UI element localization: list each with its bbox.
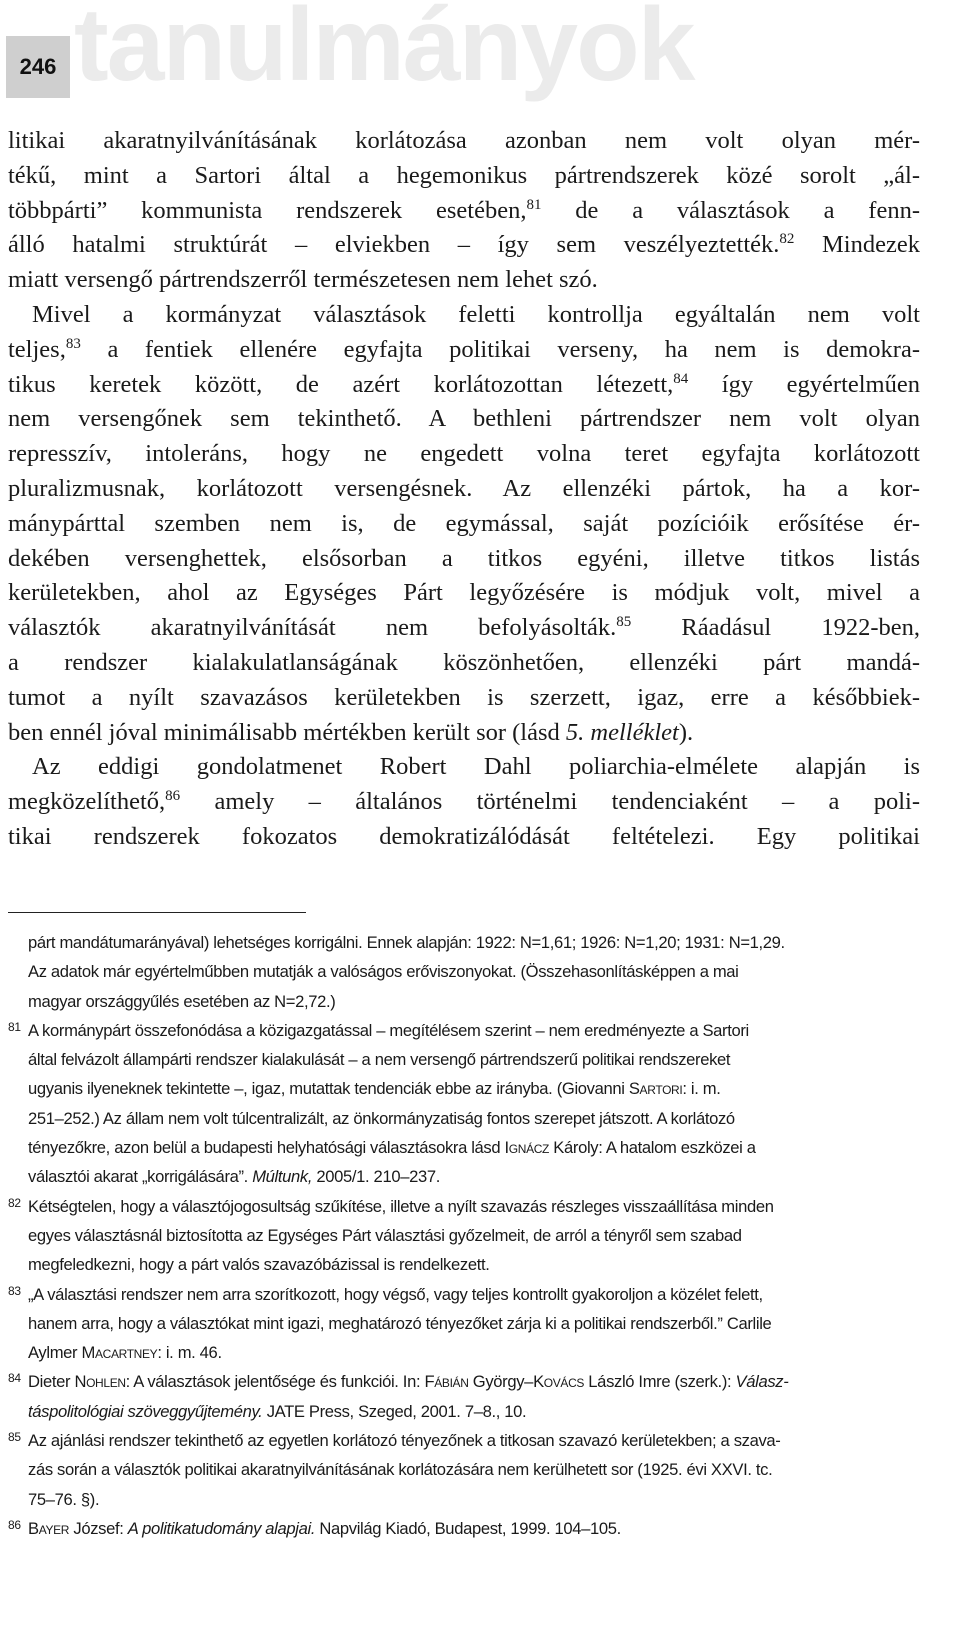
text-run: JATE Press, Szeged, 2001. 7–8., 10.: [262, 1401, 527, 1421]
text-run: Napvilág Kiadó, Budapest, 1999. 104–105.: [315, 1518, 621, 1538]
appendix-ref: 5. melléklet: [565, 718, 679, 746]
text-run: ugyanis ilyeneknek tekintette –, igaz, mutattak tendenciák ebbe az irányba. (Giovanni: [28, 1079, 629, 1099]
text-run: teljes,: [8, 335, 66, 363]
footnote-number: 86: [8, 1517, 21, 1532]
text-run: : A választások jelentősége és funkciói. In:: [125, 1372, 425, 1392]
footnote-line: „A választási rendszer nem arra szorítkozott, hogy végső, vagy teljes kontrollt gyakoroljon a közélet felett,: [28, 1284, 763, 1304]
author-name: Kovács: [533, 1372, 585, 1392]
text-run: a fentiek ellenére egyfajta politikai verseny, ha nem is demokra-: [80, 335, 920, 363]
footnote-line: által felvázolt állampárti rendszer kialakulását – a nem versengő pártrendszerű politikai rendszereket: [28, 1050, 731, 1070]
text-run: álló hatalmi struktúrát – elviekben – így sem veszélyeztették.: [8, 231, 780, 259]
footnote-line: [28, 1514, 920, 1543]
text-line: miatt versengő pártrendszerről természetesen nem lehet szó.: [8, 266, 598, 294]
text-line: litikai akaratnyilvánításának korlátozása azonban nem volt olyan mér-: [8, 127, 920, 154]
text-run: Dieter: [28, 1372, 75, 1392]
text-run: József:: [69, 1518, 128, 1538]
footnote-ref-82[interactable]: 82: [779, 231, 795, 248]
text-run: választók akaratnyilvánítását nem befolyásolták.: [8, 614, 617, 642]
footnote-line: 251–252.) Az állam nem volt túlcentralizált, az önkormányzatiság fontos szerepet játszott. A korlátozó: [28, 1108, 735, 1128]
author-name: Bayer: [28, 1518, 70, 1538]
footnote-separator: [8, 912, 306, 913]
text-run: választói akarat „korrigálására”.: [28, 1167, 253, 1187]
paragraph-1: [8, 124, 920, 298]
footnote-number: 82: [8, 1195, 21, 1210]
footnote-line: egyes választásnál biztosította az Egységes Párt választási győzelmeit, de arról a tényről sem szabad: [28, 1225, 742, 1245]
text-run: : i. m. 46.: [157, 1343, 222, 1363]
paragraph-3: [8, 750, 920, 854]
section-title-watermark: tanulmányok: [74, 0, 694, 103]
text-run: ).: [678, 718, 694, 746]
text-run: többpárti” kommunista rendszerek esetében,: [8, 196, 527, 224]
footnote-ref-85[interactable]: 85: [616, 614, 632, 631]
footnotes: [8, 928, 920, 1543]
footnote-number: 83: [8, 1283, 21, 1298]
footnote-86: [8, 1514, 920, 1543]
text-line: Mivel a kormányzat választások feletti kontrollja egyáltalán nem volt: [32, 300, 920, 328]
paragraph-2: [8, 298, 920, 750]
footnote-81: [8, 1016, 920, 1192]
text-line: nem versengőnek sem tekinthető. A bethleni pártrendszer nem volt olyan: [8, 405, 920, 433]
text-run: Mindezek: [794, 231, 920, 259]
text-run: Aylmer: [28, 1343, 82, 1363]
text-line: kerületekben, ahol az Egységes Párt legyőzésére is módjuk volt, mivel a: [8, 579, 920, 607]
footnote-number: 84: [8, 1371, 21, 1386]
text-run: tényezőkre, azon belül a budapesti helyhatósági választásokra lásd: [28, 1138, 505, 1158]
body-text: [8, 124, 920, 855]
journal-title: Múltunk,: [252, 1167, 313, 1187]
text-run: tikus keretek között, de azért korlátozottan létezett,: [8, 370, 674, 398]
text-run: megközelíthető,: [8, 788, 166, 816]
text-line: [8, 333, 920, 368]
text-line: [8, 611, 920, 646]
footnote-line: megfeledkezni, hogy a párt valós szavazóbázissal is rendelkezett.: [28, 1255, 490, 1275]
text-run: amely – általános történelmi tendenciaként – a poli-: [180, 788, 920, 816]
footnote-ref-86[interactable]: 86: [165, 788, 181, 805]
text-line: represszív, intoleráns, hogy ne engedett volna teret egyfajta korlátozott: [8, 440, 920, 468]
footnote-line: 75–76. §).: [28, 1489, 100, 1509]
text-line: pluralizmusnak, korlátozott versengésnek. Az ellenzéki pártok, ha a kor-: [8, 474, 920, 502]
text-line: [8, 368, 920, 403]
footnote-line: [28, 1162, 920, 1191]
footnote-line: [28, 1338, 920, 1367]
text-line: [8, 716, 920, 751]
text-run: Károly: A hatalom eszközei a: [549, 1138, 756, 1158]
text-line: mánypárttal szemben nem is, de egymással, saját pozícióik erősítése ér-: [8, 509, 920, 537]
footnote-line: [28, 1074, 920, 1103]
footnote-83: [8, 1280, 920, 1368]
text-run: György–: [468, 1372, 534, 1392]
text-line: [8, 194, 920, 229]
author-name: Sartori: [628, 1079, 683, 1099]
footnote-line: Az adatok már egyértelműbben mutatják a valóságos erőviszonyokat. (Összehasonlításképpen a mai: [28, 962, 739, 982]
text-run: : i. m.: [682, 1079, 721, 1099]
text-run: ben ennél jóval minimálisabb mértékben került sor (lásd: [8, 718, 566, 746]
text-line: Az eddigi gondolatmenet Robert Dahl poliarchia-elmélete alapján is: [32, 753, 920, 781]
author-name: Fábián: [424, 1372, 469, 1392]
text-line: dekében versenghettek, elsősorban a titkos egyéni, illetve titkos listás: [8, 544, 920, 572]
footnote-line: hanem arra, hogy a választókat mint igazi, meghatározó tényezőket zárja ki a politikai rendszerből.” Carlile: [28, 1313, 772, 1333]
author-name: Ignácz: [504, 1138, 550, 1158]
text-line: tumot a nyílt szavazásos kerületekben is szerzett, igaz, erre a későbbiek-: [8, 683, 920, 711]
footnote-82: [8, 1192, 920, 1280]
book-title: A politikatudomány alapjai.: [127, 1518, 316, 1538]
text-run: Ráadásul 1922-ben,: [631, 614, 921, 642]
book-title: táspolitológiai szöveggyűjtemény.: [28, 1401, 263, 1421]
footnote-ref-84[interactable]: 84: [673, 370, 689, 387]
footnote-ref-83[interactable]: 83: [65, 335, 81, 352]
footnote-continued: [8, 928, 920, 1016]
footnote-ref-81[interactable]: 81: [526, 196, 542, 213]
author-name: Nohlen: [74, 1372, 126, 1392]
footnote-line: [28, 1367, 920, 1396]
page-number: 246: [6, 36, 70, 98]
footnote-line: párt mandátumarányával) lehetséges korrigálni. Ennek alapján: 1922: N=1,61; 1926: N=1,20; 1931: N=1,29.: [28, 933, 785, 952]
book-title: Válasz-: [735, 1372, 789, 1392]
text-line: a rendszer kialakulatlanságának köszönhetően, ellenzéki párt mandá-: [8, 648, 920, 676]
footnote-line: Az ajánlási rendszer tekinthető az egyetlen korlátozó tényezőnek a titkosan szavazó kerületekben; a szava-: [28, 1431, 781, 1451]
text-line: [8, 228, 920, 263]
footnote-line: magyar országgyűlés esetében az N=2,72.): [28, 991, 336, 1011]
text-line: tékű, mint a Sartori által a hegemonikus pártrendszerek közé sorolt „ál-: [8, 161, 920, 189]
footnote-line: [28, 1133, 920, 1162]
text-run: 2005/1. 210–237.: [312, 1167, 440, 1187]
footnote-line: A kormánypárt összefonódása a közigazgatással – megítélésem szerint – nem eredményezte a Sartori: [28, 1020, 749, 1040]
footnote-line: [28, 1397, 920, 1426]
footnote-number: 85: [8, 1430, 21, 1445]
author-name: Macartney: [81, 1343, 158, 1363]
footnote-85: [8, 1426, 920, 1514]
footnote-line: zás során a választók politikai akaratnyilvánításának korlátozására nem kerülhetett sor (1925. évi XXVI. tc.: [28, 1460, 773, 1480]
text-run: így egyértelműen: [688, 370, 920, 398]
footnote-line: Kétségtelen, hogy a választójogosultság szűkítése, illetve a nyílt szavazás részleges visszaállítása minden: [28, 1196, 774, 1216]
text-line: tikai rendszerek fokozatos demokratizálódását feltételezi. Egy politikai: [8, 822, 920, 850]
footnote-84: [8, 1367, 920, 1426]
text-line: [8, 785, 920, 820]
text-run: László Imre (szerk.):: [584, 1372, 736, 1392]
footnote-number: 81: [8, 1019, 21, 1034]
text-run: de a választások a fenn-: [541, 196, 920, 224]
